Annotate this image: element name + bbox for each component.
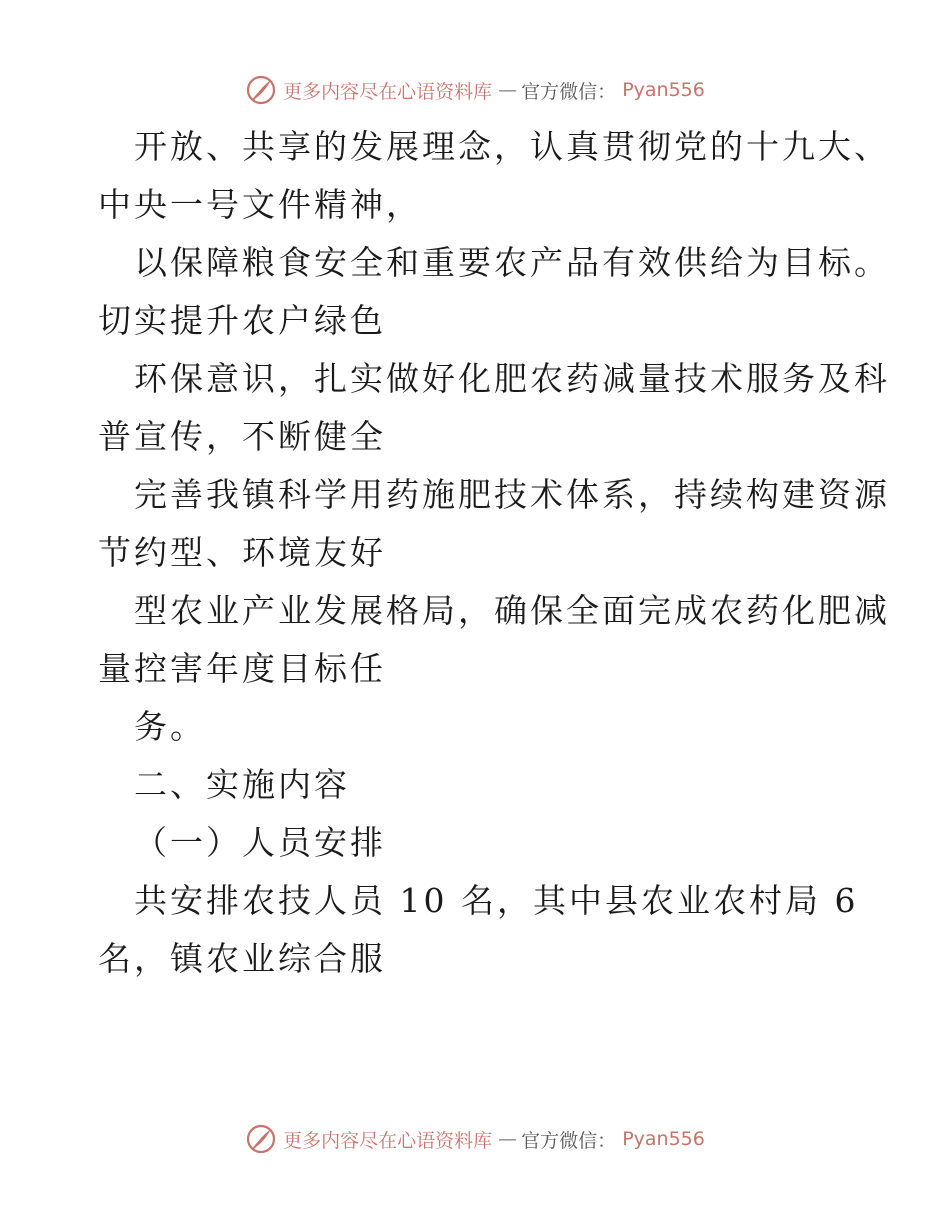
feather-quill-icon bbox=[245, 1123, 277, 1155]
text-line: 共安排农技人员 10 名，其中县农业农村局 6 bbox=[134, 881, 859, 920]
text-line: 普宣传，不断健全 bbox=[98, 417, 386, 456]
text-line: 以保障粮食安全和重要农产品有效供给为目标。 bbox=[134, 243, 890, 282]
section-heading: 二、实施内容 bbox=[134, 765, 350, 804]
text-line: 开放、共享的发展理念，认真贯彻党的十九大、 bbox=[134, 127, 890, 166]
banner-handle: Pyan556 bbox=[622, 79, 705, 101]
text-line: 切实提升农户绿色 bbox=[98, 301, 386, 340]
text-line: 环保意识，扎实做好化肥农药减量技术服务及科 bbox=[134, 359, 890, 398]
banner-channel-label: 官方微信： bbox=[521, 80, 617, 103]
banner-handle: Pyan556 bbox=[622, 1128, 705, 1150]
banner-divider: — bbox=[498, 1128, 516, 1150]
footer-watermark-banner bbox=[0, 1119, 950, 1159]
banner-site-text: 更多内容尽在心语资料库 bbox=[283, 80, 493, 103]
text-line: 名，镇农业综合服 bbox=[98, 939, 386, 978]
banner-divider: — bbox=[498, 79, 516, 101]
text-line: 型农业产业发展格局，确保全面完成农药化肥减 bbox=[134, 591, 890, 630]
banner-site-text: 更多内容尽在心语资料库 bbox=[283, 1129, 493, 1152]
header-watermark-banner bbox=[0, 70, 950, 110]
text-line: 节约型、环境友好 bbox=[98, 533, 386, 572]
text-line: 量控害年度目标任 bbox=[98, 649, 386, 688]
subsection-heading: （一）人员安排 bbox=[134, 823, 386, 862]
text-line: 务。 bbox=[134, 707, 206, 746]
text-line: 中央一号文件精神， bbox=[98, 185, 422, 224]
banner-channel-label: 官方微信： bbox=[521, 1129, 617, 1152]
text-line: 完善我镇科学用药施肥技术体系，持续构建资源 bbox=[134, 475, 890, 514]
document-body bbox=[98, 118, 890, 988]
feather-quill-icon bbox=[245, 74, 277, 106]
